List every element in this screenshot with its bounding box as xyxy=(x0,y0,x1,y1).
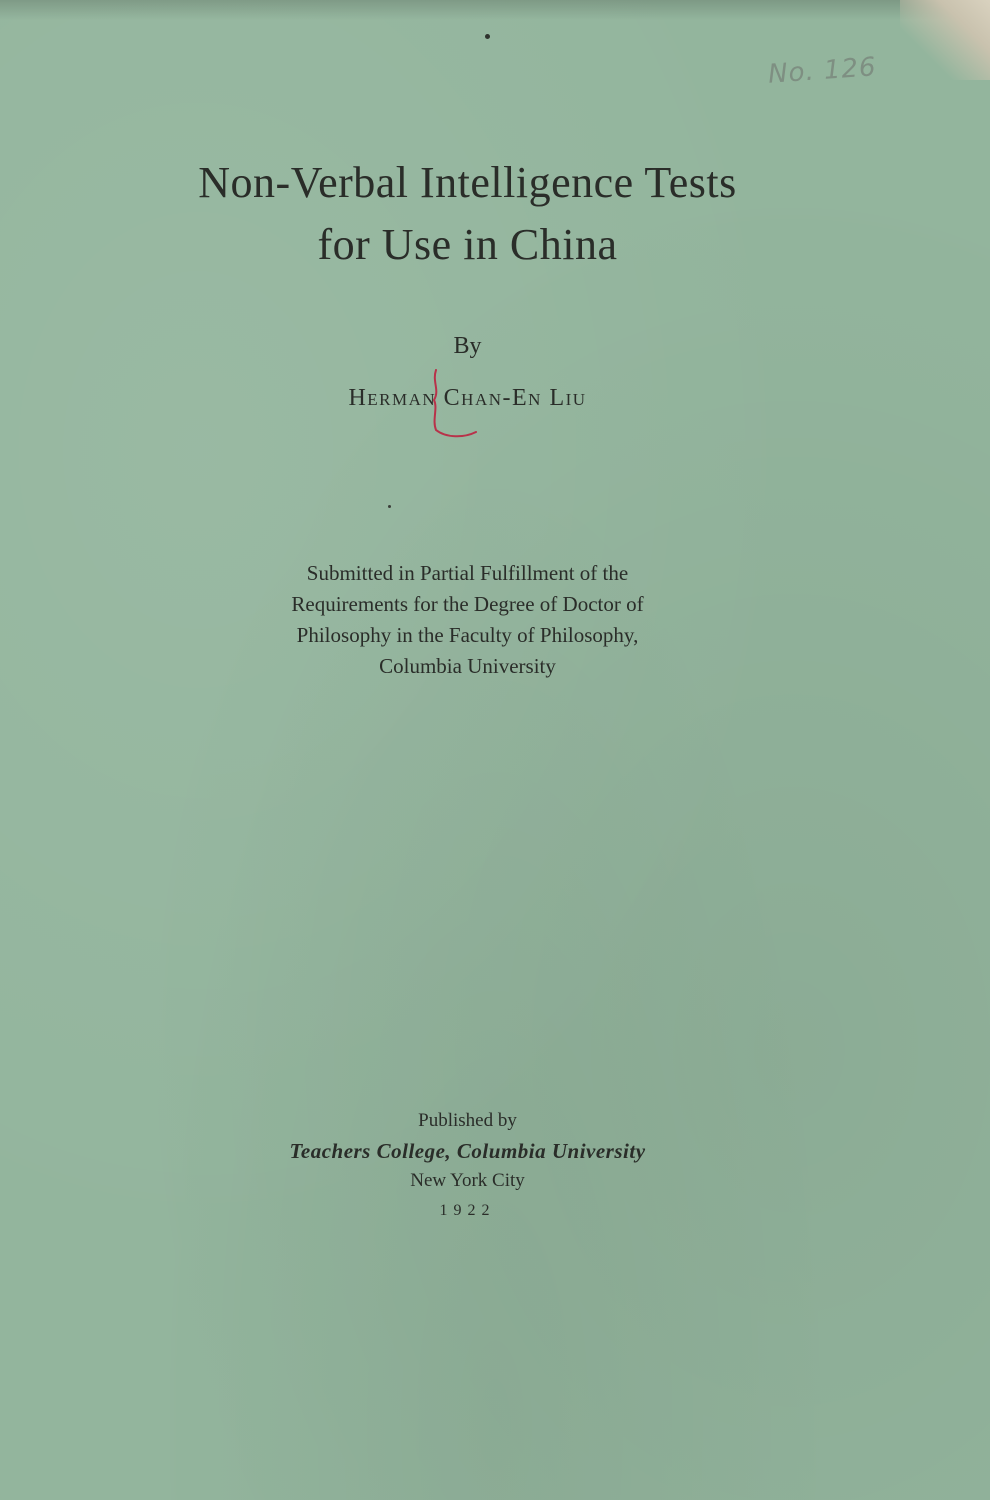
submission-line-4: Columbia University xyxy=(379,654,556,678)
publisher-city: New York City xyxy=(410,1170,525,1191)
submission-line-2: Requirements for the Degree of Doctor of xyxy=(291,592,644,616)
byline: By xyxy=(453,333,482,359)
ink-dot xyxy=(485,34,490,39)
torn-corner xyxy=(900,0,990,80)
submission-line-1: Submitted in Partial Fulfillment of the xyxy=(306,561,629,585)
title-line-2: for Use in China xyxy=(317,220,618,269)
title-line-1: Non-Verbal Intelligence Tests xyxy=(198,158,737,207)
author-name: Herman Chan-En Liu xyxy=(348,385,587,411)
submission-statement xyxy=(0,558,935,682)
published-by-label: Published by xyxy=(418,1110,517,1131)
worn-top-edge xyxy=(0,0,990,20)
book-title xyxy=(0,152,935,276)
speck xyxy=(388,505,391,508)
red-pencil-mark xyxy=(430,368,480,446)
submission-line-3: Philosophy in the Faculty of Philosophy, xyxy=(296,623,639,647)
publication-year: 1922 xyxy=(439,1202,496,1219)
publication-block xyxy=(0,1106,935,1226)
handwritten-note: No. 126 xyxy=(767,52,878,90)
publisher-name: Teachers College, Columbia University xyxy=(289,1139,646,1163)
